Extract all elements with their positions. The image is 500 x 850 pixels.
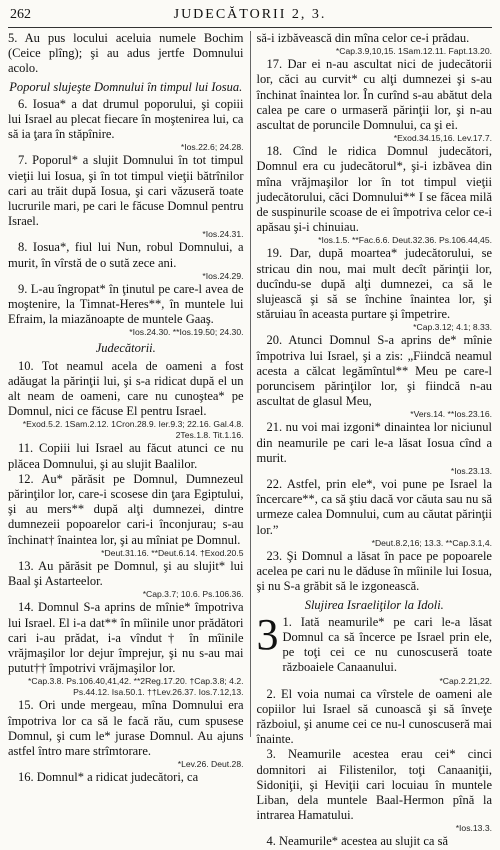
cross-reference: *Deut.31.16. **Deut.6.14. †Exod.20.5 xyxy=(101,547,244,558)
verse-text: 11. Copiii lui Israel au făcut atunci ce nu plăcea Domnului, şi au slujit Baalilor. xyxy=(8,441,244,471)
verse-text: 16. Domnul* a ridicat judecători, ca xyxy=(18,770,199,785)
verse xyxy=(8,31,244,77)
verse xyxy=(257,549,493,595)
cross-reference: *Ios.24.31. xyxy=(202,229,244,240)
verse xyxy=(256,609,493,687)
verse xyxy=(257,834,493,849)
section-heading: Poporul slujeşte Domnului în timpul lui Iosua. xyxy=(9,79,243,94)
verse xyxy=(8,359,244,442)
cross-reference: *Cap.3.9,10,15. 1Sam.12.11. Fapt.13.20. xyxy=(335,46,492,57)
cross-reference: *Cap.3.7; 10.6. Ps.106.36. xyxy=(142,589,244,600)
verse xyxy=(8,698,244,770)
cross-reference: *Ios.23.13. xyxy=(450,466,492,477)
verse-text: 22. Astfel, prin ele*, voi pune pe Israel la încercare**, ca să ştiu dacă vor căuta sau nu să urmeze calea Domnului, cum au căutat părinţii lor.” xyxy=(256,477,492,537)
section-heading: Slujirea Israeliţilor la Idoli. xyxy=(304,597,444,612)
verse xyxy=(257,747,493,834)
verse-text: 17. Dar ei n-au ascultat nici de judecătorii lor, căci au curvit* cu alţi dumnezei şi s-au închinat înaintea lor. În curînd s-au abătut dela calea pe care o urmaseră părinţii lor, şi n-au ascultat de poruncile Domnului, ca şi ei. xyxy=(256,57,492,133)
verse xyxy=(8,600,244,698)
verse xyxy=(257,477,493,549)
cross-reference: *Ios.24.29. xyxy=(202,270,244,281)
running-head: JUDECĂTORII 2, 3. xyxy=(173,7,327,22)
verse xyxy=(8,240,244,281)
verse-text: 4. Neamurile* acestea au slujit ca să xyxy=(266,834,449,849)
cross-reference: *Cap.3.12; 4.1; 8.33. xyxy=(413,322,492,333)
verse-text: 18. Cînd le ridica Domnul judecători, Domnul era cu judecătorul*, şi-i izbăvea din mîna vrăjmaşilor lor în tot timpul vieţii judecătorului, căci Domnului** I se făcea milă de suspinurile scoase de ei împotriva celor ce-i apăsau şi-i chinuiau. xyxy=(256,144,492,235)
verse xyxy=(257,420,493,477)
verse-text: 9. L-au îngropat* în ţinutul pe care-l avea de moştenire, la Timnat-Heres**, în muntele lui Efraim, la miazănoapte de muntele Gaaş. xyxy=(8,281,244,327)
verse-text: 21. nu voi mai izgoni* dinaintea lor niciunul din neamurile pe cari le-a lăsat Iosua cînd a murit. xyxy=(256,420,492,465)
verse-text: 5. Au pus locului aceluia numele Bochim (Ceice plîng); şi au adus jertfe Domnului acolo. xyxy=(8,31,244,76)
cross-reference: *Ios.22.6; 24.28. xyxy=(180,142,244,153)
verse xyxy=(257,246,493,333)
verse xyxy=(257,57,493,144)
verse xyxy=(8,441,244,471)
verse-text: 20. Atunci Domnul S-a aprins de* mînie împotriva lui Israel, şi a zis: „Fiindcă neamul acesta a călcat legămîntul** Meu pe care-l poruncisem părinţilor lor, şi fiindcă n-au ascultat de glasul Meu, xyxy=(256,333,492,409)
cross-reference: *Lev.26. Deut.28. xyxy=(177,759,244,770)
cross-reference: *Deut.8.2,16; 13.3. **Cap.3.1,4. xyxy=(371,537,492,548)
verse xyxy=(8,770,244,785)
verse-text: 14. Domnul S-a aprins de mînie* împotriva lui Israel. El i-a dat** în mîinile unor prădători cari i-au prădat, i-a vîndut† în mîinile vrăjmaşilor lor dejur împrejur, şi nu s-au mai putut†† împotrivi vrăjmaşilor lor. xyxy=(8,600,244,676)
left-column xyxy=(8,31,250,785)
page-header xyxy=(8,7,492,28)
verse-text: 23. Şi Domnul a lăsat în pace pe popoarele acelea pe cari nu le dăduse în mîinile lui Iosua, şi nu S-a grăbit să le izgonească. xyxy=(256,548,492,594)
cross-reference: *Ios.1.5. **Fac.6.6. Deut.32.36. Ps.106.44,45. xyxy=(318,235,492,246)
verse xyxy=(8,153,244,240)
cross-reference: *Exod.34.15,16. Lev.17.7. xyxy=(393,133,492,144)
cross-reference: *Ios.13.3. xyxy=(455,823,492,834)
verse-text: 7. Poporul* a slujit Domnului în tot timpul vieţii lui Iosua, şi în tot timpul vieţii bătrînilor cari au trăit după Iosua, şi cari văzuseră toate lucrurile mari, pe cari le făcuse Domnul pentru Israel. xyxy=(8,153,244,229)
verse-text: 15. Ori unde mergeau, mîna Domnului era împotriva lor ca să le facă rău, cum spusese Domnul, şi cum le* jurase Domnul. Au ajuns astfel întro mare strîmtorare. xyxy=(8,698,244,758)
page-number: 262 xyxy=(10,7,31,22)
chapter-text-wrap xyxy=(283,615,493,687)
verse-text: 2. El voia numai ca vîrstele de oameni ale copiilor lui Israel să cunoască şi să înveţe războiul, şi anume cei ce nu-l cunoscuseră mai înainte. xyxy=(256,686,492,747)
section-heading: Judecătorii. xyxy=(95,341,156,356)
verse-text: 13. Au părăsit pe Domnul, şi au slujit* lui Baal şi Astarteelor. xyxy=(8,558,244,589)
cross-reference: *Ios.24.30. **Ios.19.50; 24.30. xyxy=(129,327,244,338)
verse-text: 12. Au* părăsit pe Domnul, Dumnezeul părinţilor lor, care-i scosese din ţara Egiptului, şi au mers** după alţi dumnezei, dintre dumnezeii popoarelor cari-i înconjurau; s-au închinat† înaintea lor, şi au mîniat pe Domnul. xyxy=(8,471,244,547)
verse xyxy=(8,97,244,154)
chapter-number: 3 xyxy=(256,609,279,659)
verse-text: 19. Dar, după moartea* judecătorului, se stricau din nou, mai mult decît părinţii lor, ducîndu-se după alţi dumnezei, ca să le slujească şi să se închine înaintea lor, şi stăruiau în aceasta purtare şi împetrire. xyxy=(256,246,492,322)
verse xyxy=(257,687,493,748)
verse xyxy=(8,282,244,339)
verse-text: 10. Tot neamul acela de oameni a fost adăugat la părinţii lui, şi s-a ridicat după el un alt neam de oameni, care nu cunoştea* pe Domnul, nici ce făcuse El pentru Israel. xyxy=(8,358,244,419)
right-column xyxy=(250,31,493,849)
cross-reference: *Exod.5.2. 1Sam.2.12. 1Cron.28.9. Ier.9.3; 22.16. Gal.4.8. 2Tes.1.8. Tit.1.16. xyxy=(22,419,244,441)
verse-text: 8. Iosua*, fiul lui Nun, robul Domnului, a murit, în vîrstă de o sută zece ani. xyxy=(8,240,244,270)
verse xyxy=(257,333,493,420)
verse xyxy=(257,31,493,57)
cross-reference: *Cap.2.21,22. xyxy=(439,675,492,686)
two-column-body xyxy=(8,31,492,849)
cross-reference: *Vers.14. **Ios.23.16. xyxy=(410,409,492,420)
verse-text: 6. Iosua* a dat drumul poporului, şi copiii lui Israel au plecat fiecare în moştenirea lui, ca să ia ţara în stăpînire. xyxy=(8,96,244,142)
verse xyxy=(8,472,244,559)
verse-text: să-i izbăvească din mîna celor ce-i prădau. xyxy=(256,31,470,45)
verse-text: 3. Neamurile acestea erau cei* cinci domnitori ai Filistenilor, toţi Canaaniţii, Sidoniţii, şi Heviţii cari locuiau în muntele Liban, dela muntele Baal-Hermon pînă la intrarea Hamatului. xyxy=(256,747,492,823)
cross-reference: *Cap.3.8. Ps.106.40,41,42. **2Reg.17.20. †Cap.3.8; 4.2. Ps.44.12. Isa.50.1. ††Lev.26.37. Ios.7.12,13. xyxy=(28,676,244,698)
verse-text: 1. Iată neamurile* pe cari le-a lăsat Domnul ca să încerce pe Israel prin ele, pe toţi cei ce nu cunoscuseră toate războaiele Canaanului. xyxy=(282,614,492,675)
verse xyxy=(257,144,493,246)
verse xyxy=(8,559,244,600)
